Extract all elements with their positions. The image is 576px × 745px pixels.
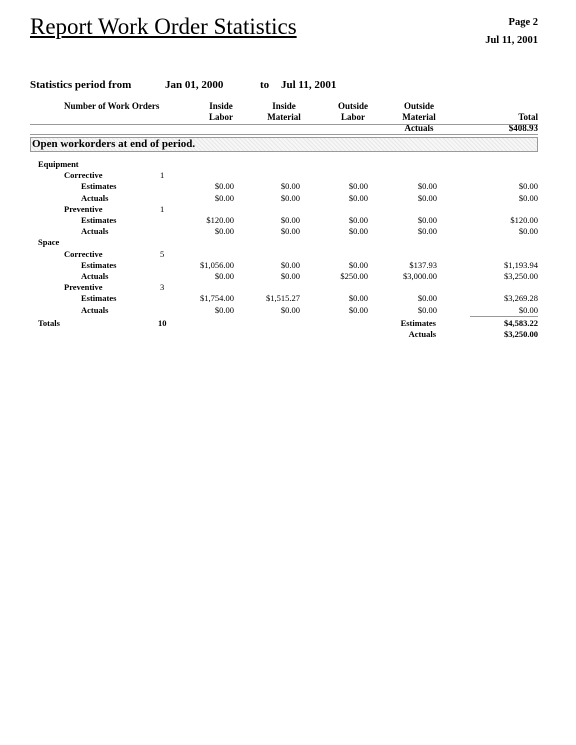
header-rule — [30, 124, 538, 125]
value-inside-labor: $120.00 — [206, 215, 234, 225]
value-inside-material: $0.00 — [280, 192, 300, 203]
group-row — [0, 159, 576, 170]
values-row — [0, 193, 576, 204]
header-rule-lower — [30, 134, 538, 135]
value-total: $3,269.28 — [504, 293, 538, 304]
values-row — [0, 271, 576, 282]
period-to-label: to — [260, 79, 270, 91]
header-work-orders: Number of Work Orders — [64, 101, 160, 111]
value-total: $3,250.00 — [504, 271, 538, 281]
header-outside-labor: Outside Labor — [337, 101, 368, 122]
value-inside-labor: $0.00 — [214, 181, 234, 192]
value-inside-labor: $0.00 — [214, 226, 234, 237]
report-title: Report Work Order Statistics — [30, 14, 297, 39]
values-row — [0, 215, 576, 226]
type-label: Preventive — [64, 282, 103, 293]
type-label: Corrective — [64, 248, 103, 259]
values-row — [0, 305, 576, 316]
values-label: Estimates — [81, 259, 117, 270]
totals-estimates-value: $4,583.22 — [504, 318, 538, 328]
value-outside-labor: $0.00 — [348, 215, 368, 225]
value-inside-labor: $0.00 — [214, 304, 234, 315]
value-total: $0.00 — [518, 226, 538, 237]
value-outside-material: $0.00 — [417, 215, 437, 225]
header-outside-material: Outside Material Actuals — [402, 101, 436, 133]
totals-actuals-value: $3,250.00 — [504, 329, 538, 339]
totals-actuals-row — [0, 329, 576, 340]
value-inside-material: $0.00 — [280, 304, 300, 315]
values-label: Estimates — [81, 181, 117, 192]
period-to: Jul 11, 2001 — [281, 79, 337, 91]
values-row — [0, 226, 576, 237]
values-label: Actuals — [81, 192, 109, 203]
values-row — [0, 293, 576, 304]
type-row — [0, 249, 576, 260]
values-row — [0, 181, 576, 192]
totals-actuals-label: Actuals — [408, 329, 436, 339]
group-label: Space — [38, 237, 60, 248]
totals-label: Totals — [38, 318, 60, 328]
value-inside-material: $0.00 — [280, 271, 300, 281]
values-label: Actuals — [81, 271, 109, 281]
value-outside-labor: $0.00 — [348, 293, 368, 304]
values-label: Actuals — [81, 226, 109, 237]
type-label: Preventive — [64, 203, 103, 214]
value-outside-labor: $0.00 — [348, 304, 368, 315]
value-inside-material: $1,515.27 — [266, 293, 300, 304]
value-inside-material: $0.00 — [280, 259, 300, 270]
type-count: 5 — [160, 248, 165, 259]
header-inside-labor: Inside Labor — [208, 101, 233, 122]
totals-count: 10 — [158, 318, 167, 328]
values-label: Estimates — [81, 293, 117, 304]
value-outside-labor: $0.00 — [348, 181, 368, 192]
type-count: 3 — [160, 282, 165, 293]
period-from: Jan 01, 2000 — [165, 79, 224, 91]
totals-row — [0, 318, 576, 329]
value-total: $1,193.94 — [504, 259, 538, 270]
type-row — [0, 204, 576, 215]
values-row — [0, 260, 576, 271]
type-label: Corrective — [64, 170, 103, 181]
type-row — [0, 282, 576, 293]
value-outside-labor: $0.00 — [348, 226, 368, 237]
header-total: Total $408.93 — [508, 112, 538, 133]
value-outside-material: $3,000.00 — [403, 271, 437, 281]
type-count: 1 — [160, 203, 165, 214]
value-inside-labor: $1,754.00 — [200, 293, 234, 304]
value-inside-labor: $1,056.00 — [200, 259, 234, 270]
value-total: $120.00 — [510, 215, 538, 225]
totals-estimates-label: Estimates — [400, 318, 436, 328]
value-outside-material: $0.00 — [417, 192, 437, 203]
totals-rule — [470, 316, 538, 317]
value-outside-material: $137.93 — [409, 259, 437, 270]
value-inside-labor: $0.00 — [214, 192, 234, 203]
value-outside-material: $0.00 — [417, 293, 437, 304]
value-inside-material: $0.00 — [280, 181, 300, 192]
value-total: $0.00 — [518, 192, 538, 203]
values-label: Actuals — [81, 304, 109, 315]
value-outside-labor: $0.00 — [348, 192, 368, 203]
value-outside-material: $0.00 — [417, 181, 437, 192]
value-outside-material: $0.00 — [417, 226, 437, 237]
value-inside-labor: $0.00 — [214, 271, 234, 281]
group-label: Equipment — [38, 159, 79, 169]
value-inside-material: $0.00 — [280, 226, 300, 237]
period-label: Statistics period from — [30, 79, 132, 91]
value-outside-material: $0.00 — [417, 304, 437, 315]
value-inside-material: $0.00 — [280, 215, 300, 225]
group-row — [0, 237, 576, 248]
type-count: 1 — [160, 170, 165, 181]
report-date: Jul 11, 2001 — [485, 35, 538, 46]
section-title: Open workorders at end of period. — [32, 138, 196, 150]
type-row — [0, 170, 576, 181]
value-outside-labor: $250.00 — [340, 271, 368, 281]
value-total: $0.00 — [518, 181, 538, 192]
values-label: Estimates — [81, 215, 117, 225]
value-total: $0.00 — [518, 304, 538, 315]
page-number: Page 2 — [508, 17, 538, 28]
value-outside-labor: $0.00 — [348, 259, 368, 270]
header-inside-material: Inside Material — [267, 101, 301, 122]
